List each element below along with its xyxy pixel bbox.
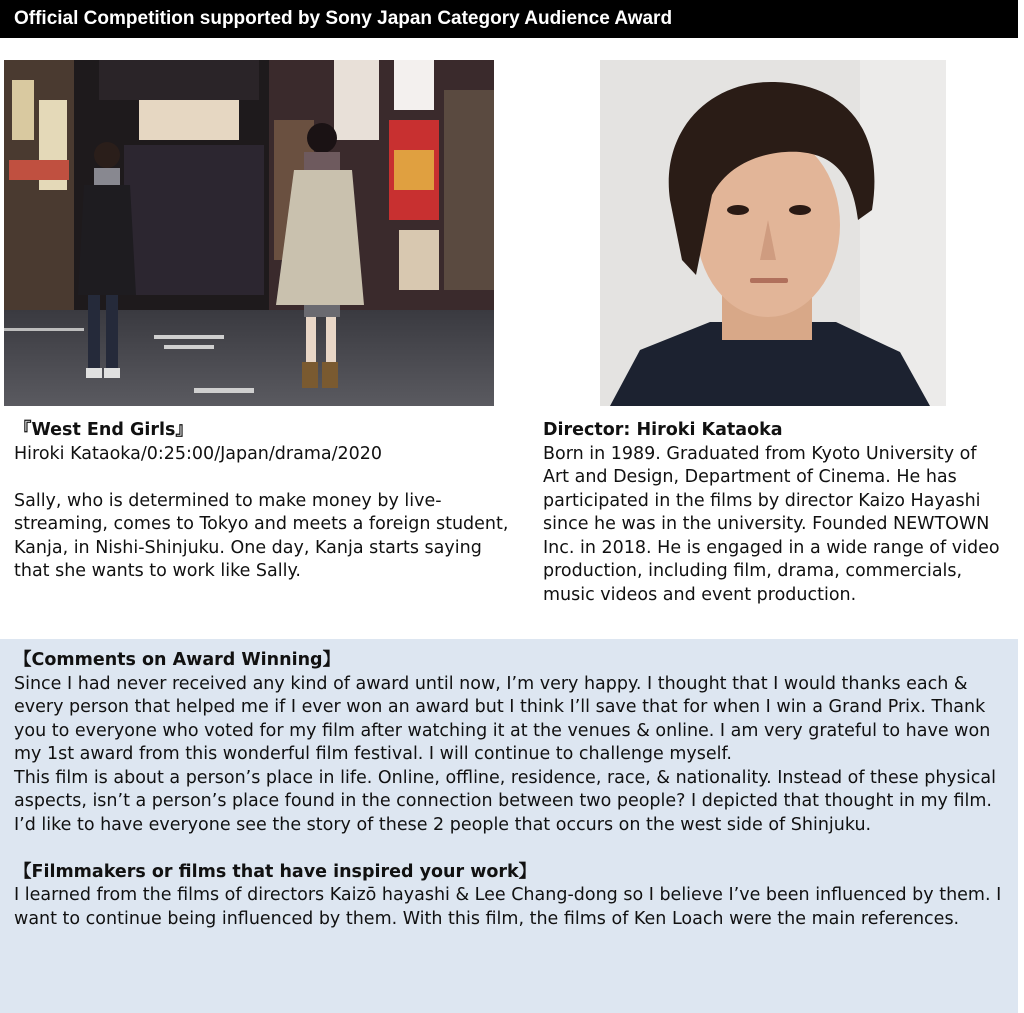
director-info (543, 419, 1003, 607)
page-header (0, 0, 1018, 38)
spacer (14, 466, 514, 490)
comments-section (0, 639, 1018, 1013)
film-still-image (4, 60, 494, 406)
comments-heading: 【Comments on Award Winning】 (14, 650, 341, 670)
film-credits: Hiroki Kataoka/0:25:00/Japan/drama/2020 (14, 443, 383, 464)
director-portrait (600, 60, 946, 406)
director-heading: Director: Hiroki Kataoka (543, 420, 783, 440)
inspiration-heading: 【Filmmakers or films that have inspired your work】 (14, 861, 537, 882)
film-synopsis: Sally, who is determined to make money by live-streaming, comes to Tokyo and meets a foreign student, Kanja, in Nishi-Shinjuku. One day, Kanja starts saying that she wants to work like Sally. (14, 490, 509, 581)
film-title: 『West End Girls』 (14, 420, 193, 440)
spacer (14, 837, 1004, 861)
film-info (14, 419, 514, 584)
comments-paragraph-1: Since I had never received any kind of award until now, I’m very happy. I thought that I would thanks each & every person that helped me if I ever won an award but I think I’ll save that for when I win a Grand Prix. Thank you to everyone who voted for my film after watching it at the venues & online. I am very grateful to have won my 1st award from this wonderful film festival. I will continue to challenge myself. (14, 673, 991, 764)
inspiration-text: I learned from the films of directors Kaizō hayashi & Lee Chang-dong so I believe I’ve been influenced by them. I want to continue being influenced by them. With this film, the films of Ken Loach were the main references. (14, 885, 1002, 929)
director-bio: Born in 1989. Graduated from Kyoto University of Art and Design, Department of Cinema. He has participated in the films by director Kaizo Hayashi since he was in the university. Founded NEWTOWN Inc. in 2018. He is engaged in a wide range of video production, including film, drama, commercials, music videos and event production. (543, 443, 1000, 605)
header-title: Official Competition supported by Sony Japan Category Audience Award (14, 8, 673, 29)
comments-paragraph-2: This film is about a person’s place in life. Online, offline, residence, race, & nationality. Instead of these physical aspects, isn’t a person’s place found in the connection between two people? I depicted that thought in my film. I’d like to have everyone see the story of these 2 people that occurs on the west side of Shinjuku. (14, 767, 996, 835)
